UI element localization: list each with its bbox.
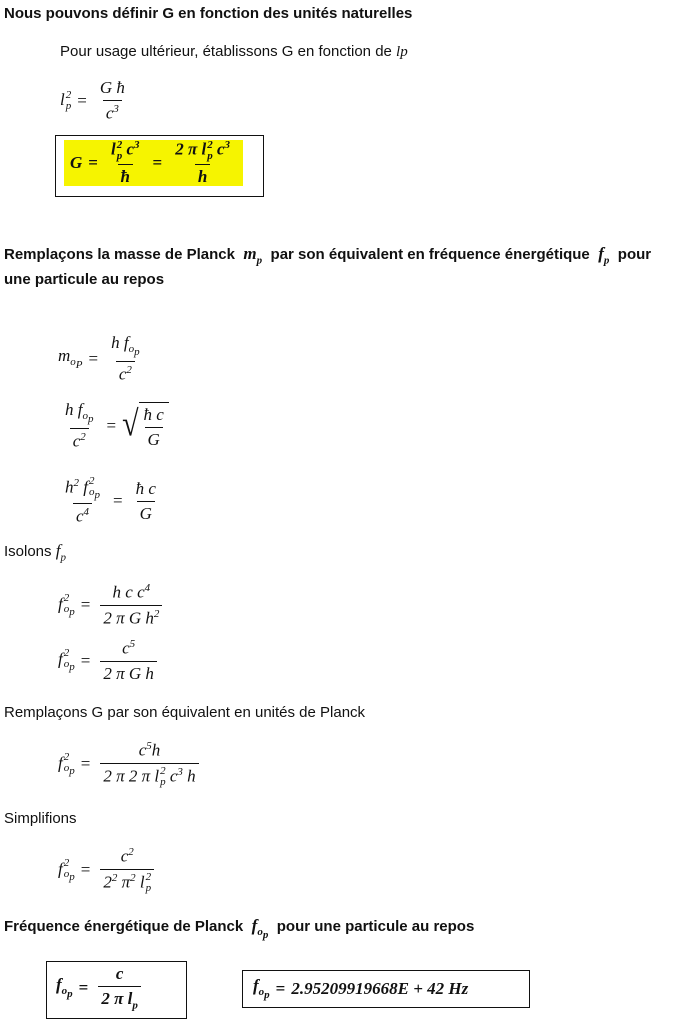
eq-mass-frequency: $m_{o_P}$ = $\frac{h f_{o_p}}{c^2}$: [58, 333, 140, 384]
heading-units: Nous pouvons définir G en fonction des unités naturelles: [4, 5, 413, 22]
isolons-text: Isolons $f_p$: [4, 541, 66, 564]
para-frequency: Fréquence énergétique de Planck $f_{o_p}$ pour une particule au repos: [4, 916, 475, 942]
eq-g-planck: G = l 2 p $c^3$ ħ = 2 π l 2 p $c^3$ h: [64, 140, 243, 186]
eq-final-value: $f_{o_p}$ = 2.95209919668E + 42 Hz: [253, 976, 469, 1002]
eq-isolate-1: f 2 $o_p$ = $\frac{h c c^4}{2 \pi G h^2}$: [58, 582, 166, 628]
eq-isolate-2: f 2 $o_p$ = $\frac{c^5}{\text{2 π G h}}$: [58, 638, 161, 684]
para-frequency-b: pour une particule au repos: [276, 918, 475, 935]
para-mass-line1: Remplaçons la masse de Planck $m_p$ par son équivalent en fréquence énergétique $f_p$ pour: [4, 244, 652, 267]
para-replace-g: Remplaçons G par son équivalent en unités de Planck: [4, 704, 366, 721]
eq-lp-squared: l 2 p = $\frac{\text{G ħ}}{c^3}$: [60, 78, 125, 123]
eq-squared-relation: $h^2$ f 2 $o_p$ $c^4$ = $\frac{\text{ħ c}}{G}$: [65, 475, 156, 526]
eq-simplified: f 2 $o_p$ = $c^2$ $2^2$ $\pi^2$ l 2 p: [58, 846, 158, 894]
isolons-label: Isolons: [4, 543, 52, 560]
eq-sqrt-relation: $\frac{h f_{o_p}}{c^2}$ = √ $\frac{\text{ħ c}}{G}$: [58, 400, 169, 451]
result-value: 2.95209919668E + 42 Hz: [291, 978, 469, 998]
eq-final-formula: $f_{o_p}$ = $\frac{c}{2 \pi l_p}$: [56, 964, 145, 1011]
intro-label: Pour usage ultérieur, établissons G en fonction de: [60, 43, 392, 60]
para-mass-b: par son équivalent en fréquence énergétique: [270, 246, 590, 263]
eq-replace-g: f 2 $o_p$ = $c^5h$ 2 π 2 π l 2 p $c^3$ h: [58, 740, 203, 788]
para-mass-c: pour: [617, 246, 652, 263]
para-mass-a: Remplaçons la masse de Planck: [4, 246, 235, 263]
intro-text: [60, 42, 408, 62]
para-mass-line2: une particule au repos: [4, 271, 165, 288]
simplifions-text: Simplifions: [4, 810, 77, 827]
intro-var: lp: [396, 44, 408, 60]
para-frequency-a: Fréquence énergétique de Planck: [4, 918, 244, 935]
